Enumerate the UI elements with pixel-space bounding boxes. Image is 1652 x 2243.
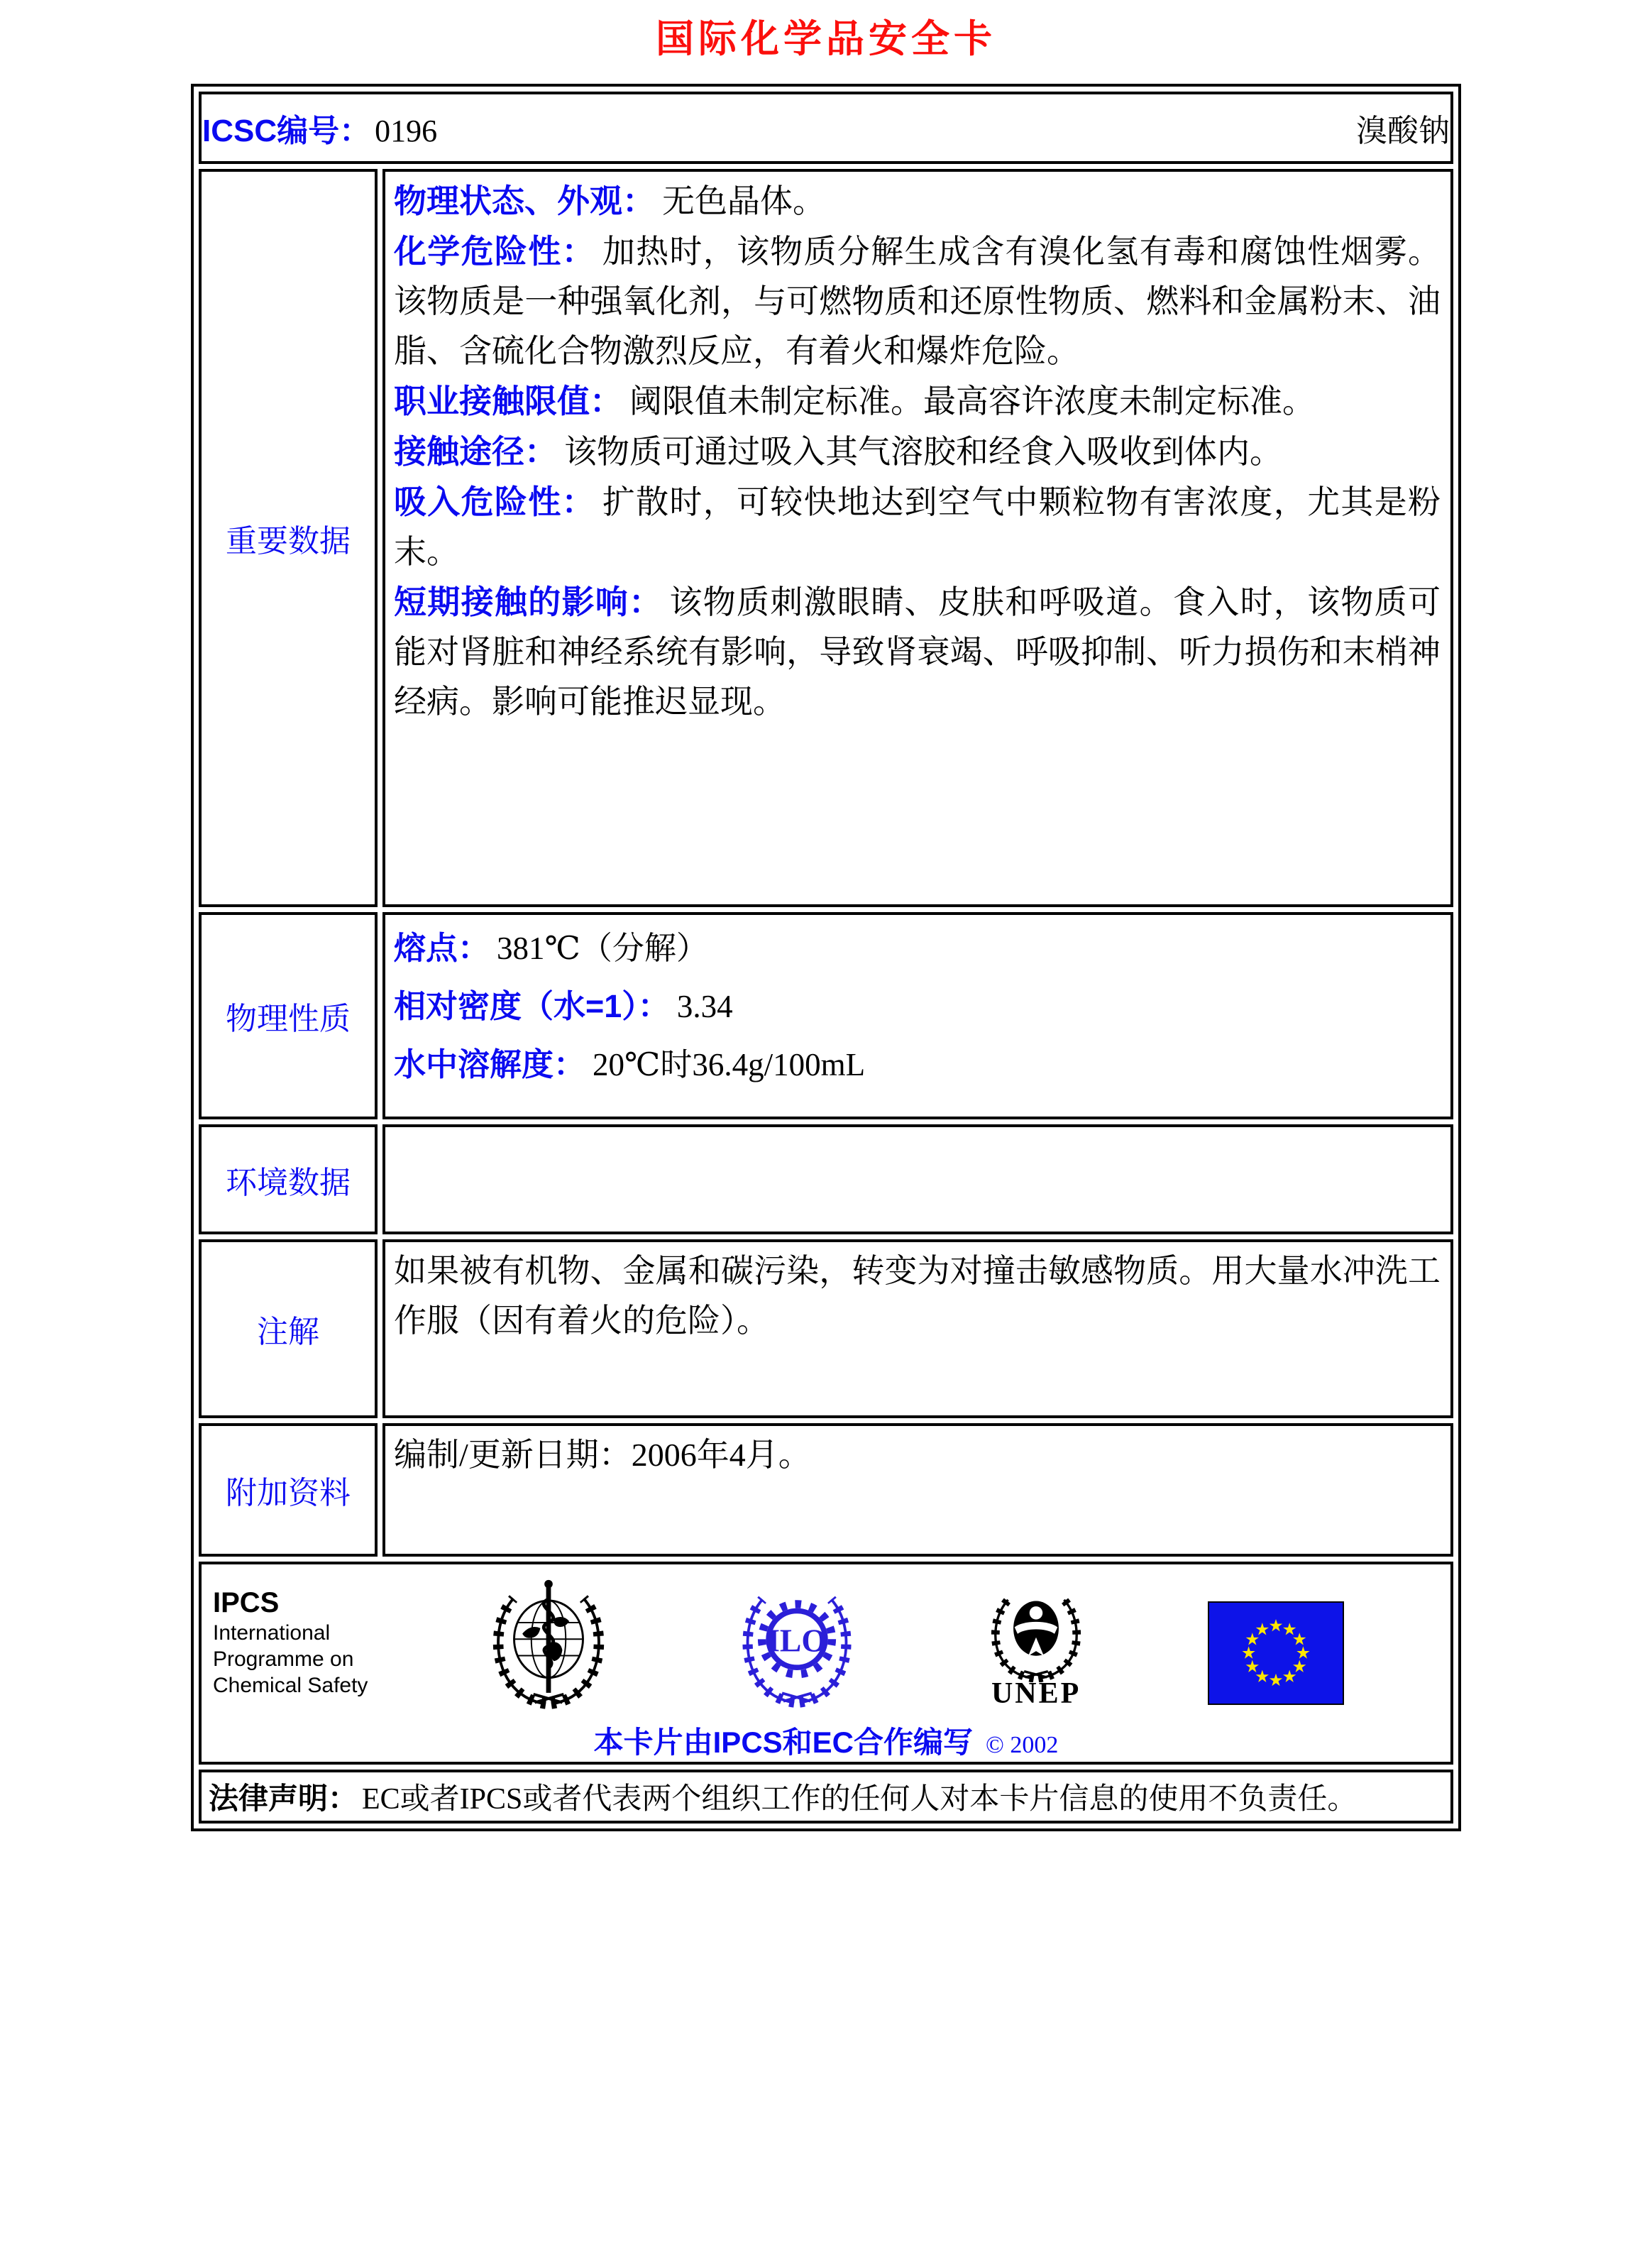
cooperation-caption [202,1719,1450,1762]
field-value: 无色晶体。 [662,183,825,219]
notes-text: 如果被有机物、金属和碳污染，转变为对撞击敏感物质。用大量水冲洗工作服（因有着火的危险）。 [394,1253,1441,1339]
legal-label: 法律声明： [209,1782,358,1815]
legal-disclaimer [209,1775,1443,1818]
physical-property [394,1036,1441,1094]
important-data-content [382,169,1453,907]
unep-logo-block [976,1576,1096,1711]
field-label: 熔点： [394,930,490,966]
field-value: 该物质刺激眼睛、皮肤和呼吸道。食入时，该物质可能对肾脏和神经系统有影响，导致肾衰竭、呼吸抑制、听力损伤和末梢神经病。影响可能推迟显现。 [394,584,1441,720]
ilo-letters: ILO [767,1622,827,1659]
field-value: 扩散时，可较快地达到空气中颗粒物有害浓度，尤其是粉末。 [394,484,1441,570]
physical-property [394,977,1441,1036]
ipcs-text-block [213,1576,368,1699]
page-title: 国际化学品安全卡 [656,18,996,60]
important-data-item [394,477,1441,577]
field-value: 3.34 [676,989,733,1024]
important-data-item [394,577,1441,727]
notes-row [199,1239,1453,1418]
copyright-text: © 2002 [986,1732,1059,1758]
notes-content [382,1239,1453,1418]
physical-properties-content [382,912,1453,1119]
who-logo-icon [480,1576,617,1713]
ipcs-line: International [213,1621,331,1645]
important-data-item [394,226,1441,376]
header-row [199,92,1453,164]
legal-row [199,1770,1453,1824]
environmental-data-section-label: 环境数据 [199,1124,378,1234]
field-label: 物理状态、外观： [394,182,655,219]
icsc-number-group [202,105,437,150]
important-data-item [394,376,1441,427]
field-label: 相对密度（水=1）： [394,988,670,1024]
field-label: 化学危险性： [394,233,595,270]
important-data-row [199,169,1453,907]
additional-info-section-label: 附加资料 [199,1423,378,1557]
field-label: 职业接触限值： [394,383,622,419]
legal-text: EC或者IPCS或者代表两个组织工作的任何人对本卡片信息的使用不负责任。 [362,1783,1358,1816]
physical-properties-section-label: 物理性质 [199,912,378,1119]
important-data-item [394,427,1441,477]
caption-text: 本卡片由IPCS和EC合作编写 [593,1726,974,1759]
field-label: 水中溶解度： [394,1046,586,1082]
icsc-card-table [191,84,1461,1831]
additional-info-content [382,1423,1453,1557]
field-label: 接触途径： [394,433,557,470]
chemical-name: 溴酸钠 [1356,114,1450,148]
field-value: 该物质可通过吸入其气溶胶和经食入吸收到体内。 [564,434,1282,470]
notes-section-label: 注解 [199,1239,378,1418]
ipcs-line: Chemical Safety [213,1674,368,1697]
icsc-number-value: 0196 [375,114,438,148]
ipcs-acronym: IPCS [213,1587,280,1618]
ipcs-line: Programme on [213,1647,354,1671]
physical-properties-row [199,912,1453,1119]
eu-flag-icon [1208,1601,1344,1705]
field-value: 加热时，该物质分解生成含有溴化氢有毒和腐蚀性烟雾。该物质是一种强氧化剂，与可燃物质和还原性物质、燃料和金属粉末、油脂、含硫化合物激烈反应，有着火和爆炸危险。 [394,234,1441,369]
field-value: 381℃（分解） [497,931,708,966]
important-data-item [394,176,1441,226]
ilo-logo-icon [729,1576,864,1711]
field-value: 阈限值未制定标准。最高容许浓度未制定标准。 [629,383,1315,419]
logos-row [199,1562,1453,1765]
additional-info-row [199,1423,1453,1557]
environmental-data-content [382,1124,1453,1234]
physical-property [394,919,1441,977]
icsc-number-label: ICSC编号： [202,114,371,148]
additional-info-text: 编制/更新日期：2006年4月。 [394,1437,811,1473]
unep-logo-icon [976,1576,1096,1682]
important-data-section-label: 重要数据 [199,169,378,907]
unep-wordmark: UNEP [991,1677,1081,1710]
field-value: 20℃时36.4g/100mL [593,1047,866,1082]
environmental-data-row [199,1124,1453,1234]
field-label: 吸入危险性： [394,483,595,520]
field-label: 短期接触的影响： [394,583,663,620]
